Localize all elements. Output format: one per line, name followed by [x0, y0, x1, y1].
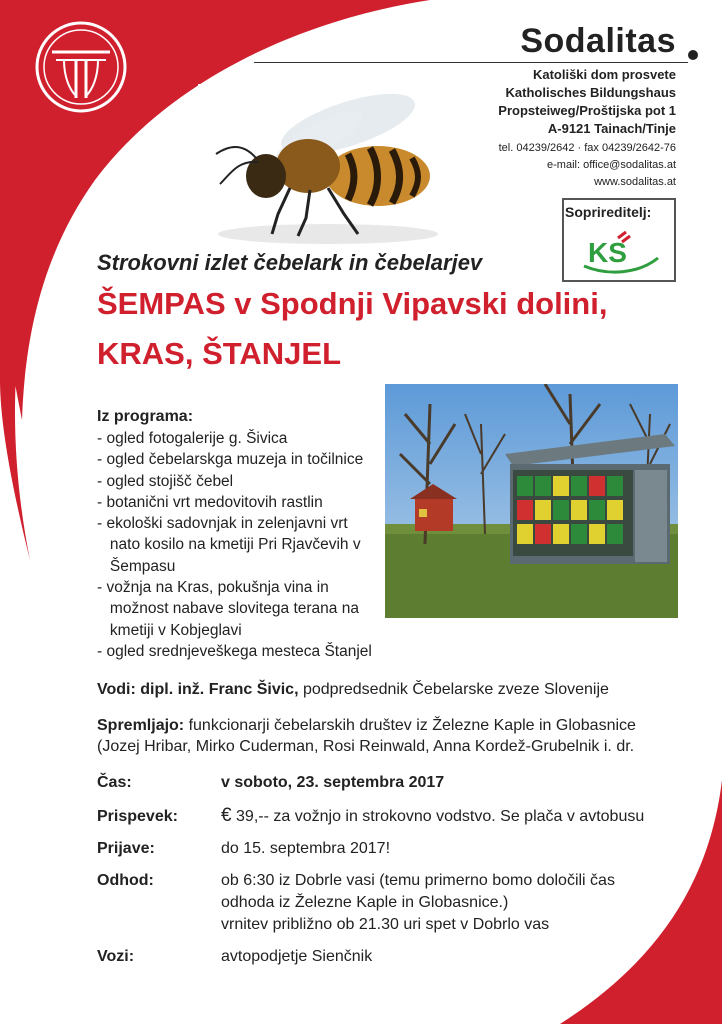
program-item: - ogled čebelarskga muzeja in točilnice [97, 451, 364, 469]
program-item: - ekološki sadovnjak in zelenjavni vrt [97, 515, 348, 533]
fee-value: 39,-- za vožnjo in strokovno vodstvo. Se plača v avtobusu [231, 808, 645, 825]
org-phone: tel. 04239/2642 · fax 04239/2642-76 [498, 142, 676, 154]
guide-label: Vodi: dipl. inž. Franc Šivic, [97, 681, 299, 698]
escort-line-2: (Jozej Hribar, Mirko Cuderman, Rosi Reinwald, Anna Kordež-Grubelnik i. dr. [97, 738, 635, 755]
program-item: Šempasu [97, 557, 176, 575]
org-line-4: A-9121 Tainach/Tinje [547, 121, 676, 136]
header-divider [254, 62, 688, 63]
guide-line [97, 681, 609, 699]
bee-photo [198, 84, 446, 246]
program-heading: Iz programa: [97, 408, 194, 425]
guide-text: podpredsednik Čebelarske zveze Slovenije [298, 681, 609, 698]
signup-value: do 15. septembra 2017! [221, 840, 391, 857]
org-email: e-mail: office@sodalitas.at [547, 159, 676, 171]
org-line-3: Propsteiweg/Proštijska pot 1 [498, 103, 676, 118]
ks-logo-text: KS [588, 237, 627, 268]
euro-sign: € [221, 805, 232, 826]
escort-label: Spremljajo: [97, 717, 185, 734]
program-item: - ogled stojišč čebel [97, 472, 234, 490]
brand-name: Sodalitas [520, 22, 676, 60]
coorganizer-label: Soprireditelj: [565, 204, 652, 220]
brand-dot [688, 50, 698, 60]
org-line-2: Katholisches Bildungshaus [505, 85, 676, 100]
fee-label: Prispevek: [97, 808, 178, 825]
fee-value-line [221, 805, 644, 828]
driver-value: avtopodjetje Sienčnik [221, 948, 373, 965]
ks-logo-icon [578, 228, 662, 278]
time-value: v soboto, 23. septembra 2017 [221, 774, 445, 791]
departure-line-2: odhoda iz Železne Kaple in Globasnice.) [221, 894, 509, 911]
time-label: Čas: [97, 774, 132, 791]
org-line-1: Katoliški dom prosvete [532, 67, 676, 82]
departure-line-3: vrnitev približno ob 21.30 uri spet v Dobrlo vas [221, 916, 550, 933]
program-item: kmetiji v Kobjeglavi [97, 621, 242, 639]
program-list [97, 428, 372, 662]
driver-label: Vozi: [97, 948, 135, 965]
main-title-line-2: KRAS, ŠTANJEL [97, 336, 342, 371]
program-item: - vožnja na Kras, pokušnja vina in [97, 579, 329, 597]
program-item: - ogled srednjeveškega mesteca Štanjel [97, 642, 372, 660]
subtitle: Strokovni izlet čebelark in čebelarjev [97, 250, 483, 275]
departure-line-1: ob 6:30 iz Dobrle vasi (temu primerno bomo določili čas [221, 872, 615, 889]
program-item: - ogled fotogalerije g. Šivica [97, 430, 288, 447]
signup-label: Prijave: [97, 840, 155, 857]
program-item: možnost nabave slovitega terana na [97, 600, 359, 618]
org-website: www.sodalitas.at [594, 176, 676, 188]
beehive-photo [385, 384, 678, 618]
sodalitas-logo-icon [34, 20, 128, 114]
main-title-line-1: ŠEMPAS v Spodnji Vipavski dolini, [97, 286, 608, 321]
program-item: nato kosilo na kmetiji Pri Rjavčevih v [97, 536, 361, 554]
escort-text-1: funkcionarji čebelarskih društev iz Železne Kaple in Globasnice [184, 717, 636, 734]
escort-line-1 [97, 717, 636, 735]
departure-label: Odhod: [97, 872, 154, 889]
program-item: - botanični vrt medovitovih rastlin [97, 493, 323, 511]
